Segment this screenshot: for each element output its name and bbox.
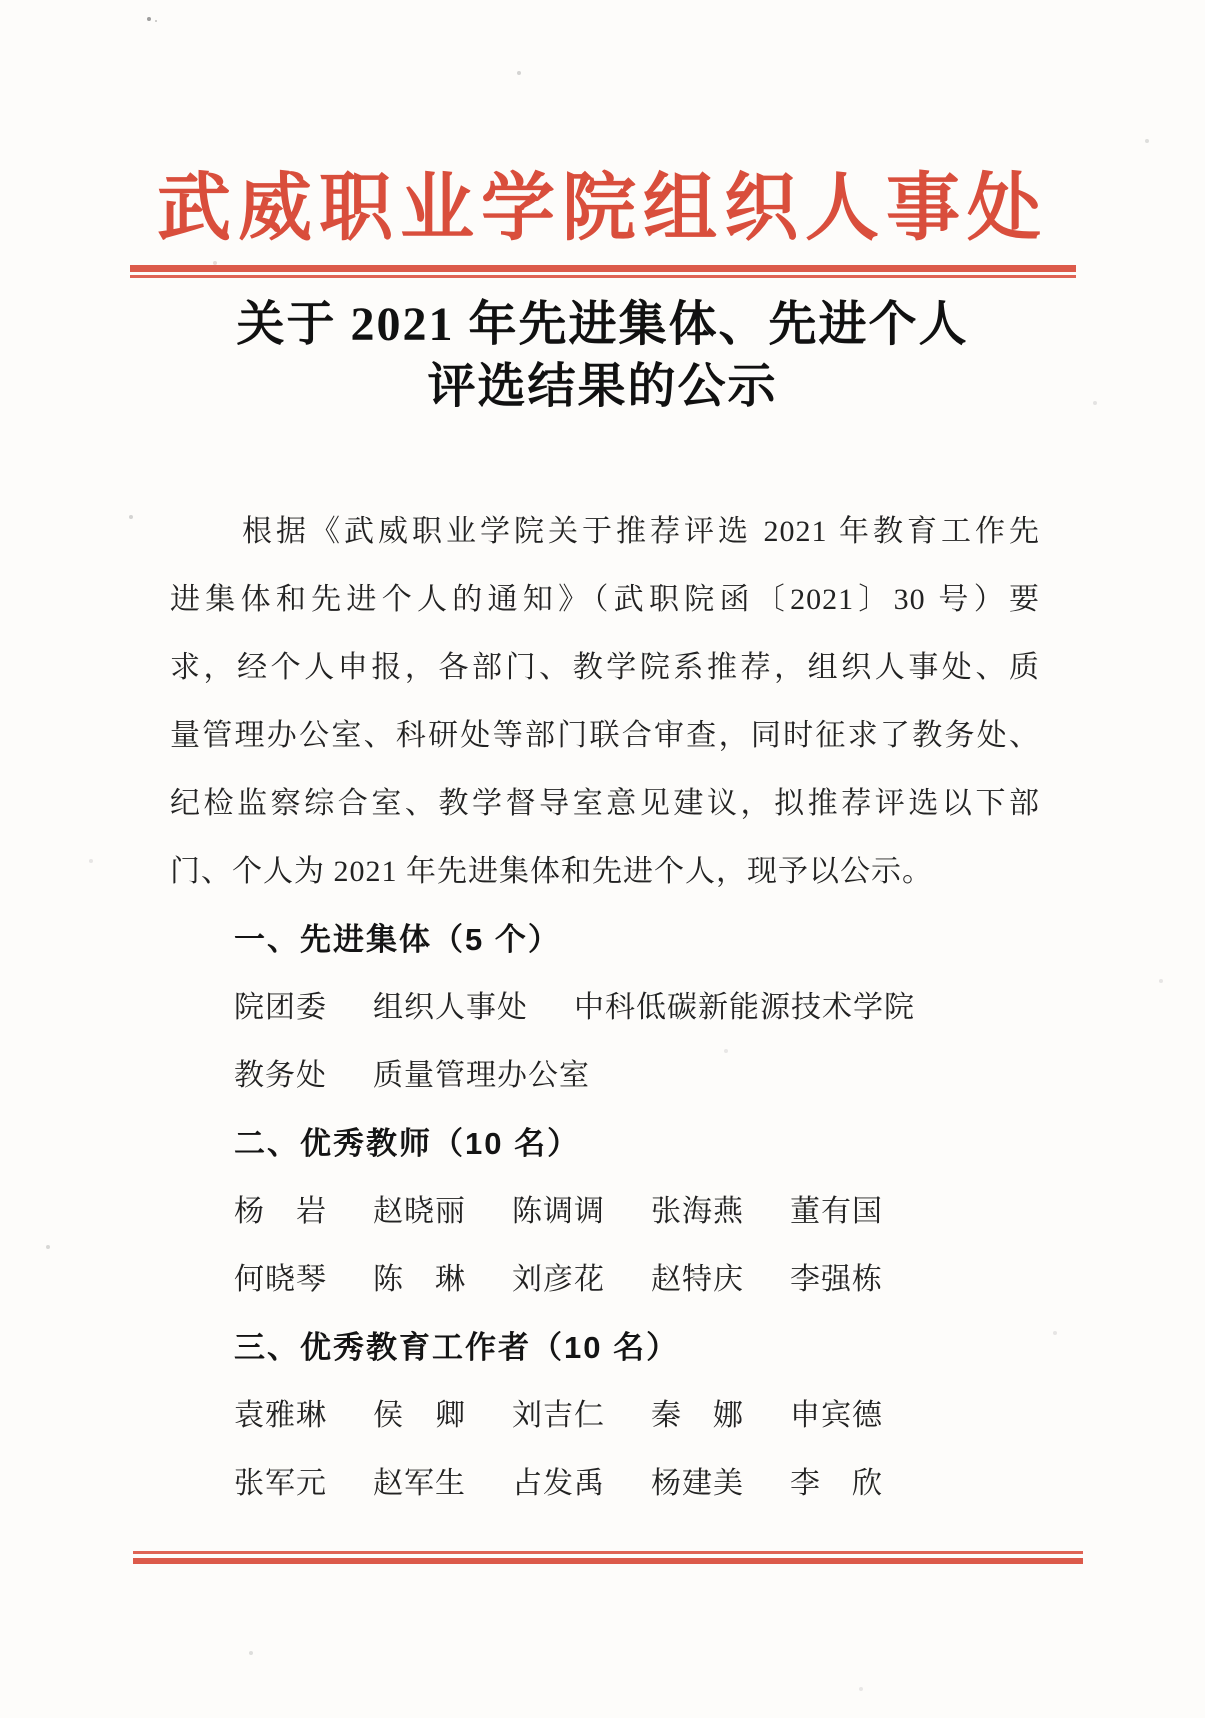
collectives-row-2 [170,1042,1040,1110]
paragraph-line-5: 纪检监察综合室、教学督导室意见建议，拟推荐评选以下部 [170,787,1040,820]
person-name: 何晓琴 [234,1263,327,1296]
paragraph-line-1: 根据《武威职业学院关于推荐评选 2021 年教育工作先 [242,515,1040,548]
person-name: 陈 琳 [373,1263,466,1296]
document-title-line1: 关于 2021 年先进集体、先进个人 [236,298,969,351]
paragraph-line-3: 求，经个人申报，各部门、教学院系推荐，组织人事处、质 [170,651,1040,684]
section-heading-excellent-teachers: 二、优秀教师（10 名） [234,1126,581,1161]
teachers-row-1 [170,1178,1040,1246]
document-title-line2: 评选结果的公示 [427,360,778,413]
paragraph-line-4: 量管理办公室、科研处等部门联合审查，同时征求了教务处、 [170,719,1040,752]
letterhead-title: 武威职业学院组织人事处 [157,168,1048,250]
paragraph-line-2: 进集体和先进个人的通知》（武职院函〔2021〕30 号）要 [170,583,1040,616]
person-name: 赵晓丽 [373,1195,466,1228]
collective-name: 质量管理办公室 [373,1059,590,1092]
person-name: 陈调调 [512,1195,605,1228]
person-name: 张海燕 [651,1195,744,1228]
footer-divider [133,1551,1083,1564]
collective-name: 院团委 [234,991,327,1024]
person-name: 杨 岩 [234,1195,327,1228]
letterhead-divider-thin-line [130,275,1076,278]
person-name: 刘彦花 [512,1263,605,1296]
teachers-row-2 [170,1246,1040,1314]
section-heading-advanced-collectives: 一、先进集体（5 个） [234,922,561,957]
person-name: 李强栋 [790,1263,883,1296]
document-body [170,498,1040,1518]
collective-name: 教务处 [234,1059,327,1092]
person-name: 秦 娜 [651,1399,744,1432]
person-name: 侯 卿 [373,1399,466,1432]
person-name: 赵军生 [373,1467,466,1500]
person-name: 杨建美 [651,1467,744,1500]
person-name: 刘吉仁 [512,1399,605,1432]
scan-speckles [0,0,2,2]
person-name: 张军元 [234,1467,327,1500]
collectives-row-1 [170,974,1040,1042]
collective-name: 中科低碳新能源技术学院 [574,991,915,1024]
document-title [0,294,1205,418]
educators-row-2 [170,1450,1040,1518]
person-name: 董有国 [790,1195,883,1228]
section-heading-excellent-educators: 三、优秀教育工作者（10 名） [234,1330,680,1365]
paragraph-line-6: 门、个人为 2021 年先进集体和先进个人，现予以公示。 [170,855,933,888]
person-name: 李 欣 [790,1467,883,1500]
collective-name: 组织人事处 [373,991,528,1024]
person-name: 赵特庆 [651,1263,744,1296]
letterhead-divider [130,265,1076,278]
footer-divider-thick-line [133,1558,1083,1564]
person-name: 申宾德 [790,1399,883,1432]
educators-row-1 [170,1382,1040,1450]
footer-divider-thin-line [133,1551,1083,1554]
person-name: 占发禹 [512,1467,605,1500]
person-name: 袁雅琳 [234,1399,327,1432]
letterhead-divider-thick-line [130,265,1076,272]
